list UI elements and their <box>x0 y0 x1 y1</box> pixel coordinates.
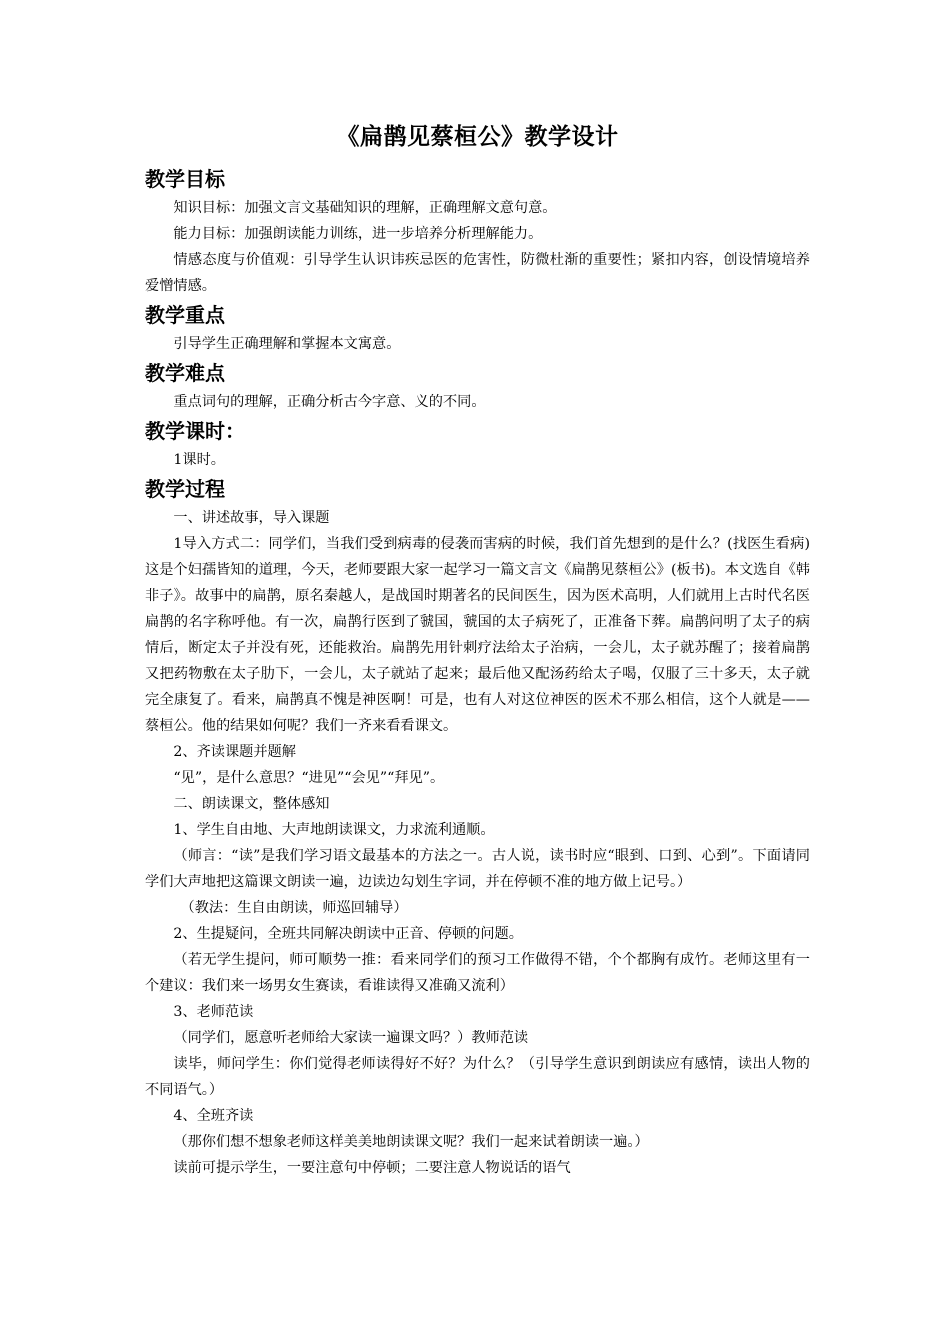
document-page <box>145 118 810 1181</box>
process-step2-note: （若无学生提问，师可顺势一推：看来同学们的预习工作做得不错，个个都胸有成竹。老师这里有一个建议：我们来一场男女生赛读，看谁读得又准确又流利） <box>145 952 810 994</box>
process-step2: 2、生提疑问，全班共同解决朗读中正音、停顿的问题。 <box>173 926 523 942</box>
process-step3-note: （同学们，愿意听老师给大家读一遍课文吗？）教师范读 <box>173 1030 529 1046</box>
heading-hours: 教学课时： <box>145 419 245 443</box>
process-step3-followup: 读毕，师问学生：你们觉得老师读得好不好？为什么？（引导学生意识到朗读应有感情，读出人物的不同语气。） <box>145 1056 810 1098</box>
heading-objectives: 教学目标 <box>145 167 225 191</box>
process-part1-step2-question: “见”，是什么意思？“进见”“会见”“拜见”。 <box>173 770 445 786</box>
process-step1-method: （教法：生自由朗读，师巡回辅导） <box>180 900 408 916</box>
process-step4: 4、全班齐读 <box>173 1108 254 1124</box>
objective-knowledge: 知识目标：加强文言文基础知识的理解，正确理解文意句意。 <box>173 200 557 216</box>
process-part2-title: 二、朗读课文，整体感知 <box>173 796 330 812</box>
process-step3: 3、老师范读 <box>173 1004 254 1020</box>
document-title: 《扁鹊见蔡桓公》教学设计 <box>336 123 619 150</box>
process-part1-title: 一、讲述故事，导入课题 <box>173 510 330 526</box>
heading-process: 教学过程 <box>145 477 225 501</box>
process-step1: 1、学生自由地、大声地朗读课文，力求流利通顺。 <box>173 822 495 838</box>
difficulties-text: 重点词句的理解，正确分析古今字意、义的不同。 <box>173 394 486 410</box>
process-part1-step2: 2、齐读课题并题解 <box>173 744 296 760</box>
process-step1-note: （师言：“读”是我们学习语文最基本的方法之一。古人说，读书时应“眼到、口到、心到”。下面请同学们大声地把这篇课文朗读一遍，边读边勾划生字词，并在停顿不准的地方做上记号。） <box>145 848 810 890</box>
process-step4-tip: 读前可提示学生，一要注意句中停顿；二要注意人物说话的语气 <box>173 1160 571 1176</box>
heading-key-points: 教学重点 <box>145 303 225 327</box>
key-points-text: 引导学生正确理解和掌握本文寓意。 <box>173 336 401 352</box>
objective-emotion: 情感态度与价值观：引导学生认识讳疾忌医的危害性，防微杜渐的重要性；紧扣内容，创设情境培养爱憎情感。 <box>145 252 810 294</box>
process-part1-intro: 1导入方式二：同学们，当我们受到病毒的侵袭而害病的时候，我们首先想到的是什么？(找医生看病)这是个妇孺皆知的道理，今天，老师要跟大家一起学习一篇文言文《扁鹊见蔡桓公》(板书)。本文选自《韩非子》。故事中的扁鹊，原名秦越人，是战国时期著名的民间医生，因为医术高明，人们就用上古时代名医扁鹊的名字称呼他。有一次，扁鹊行医到了虢国，虢国的太子病死了，正准备下葬。扁鹊问明了太子的病情后，断定太子并没有死，还能救治。扁鹊先用针刺疗法给太子治病，一会儿，太子就苏醒了；接着扁鹊又把药物敷在太子肋下，一会儿，太子就站了起来；最后他又配汤药给太子喝，仅服了三十多天，太子就完全康复了。看来，扁鹊真不愧是神医啊！可是，也有人对这位神医的医术不那么相信，这个人就是——蔡桓公。他的结果如何呢？我们一齐来看看课文。 <box>145 536 810 734</box>
heading-difficulties: 教学难点 <box>145 361 225 385</box>
hours-text: 1课时。 <box>173 452 225 468</box>
objective-ability: 能力目标：加强朗读能力训练，进一步培养分析理解能力。 <box>173 226 543 242</box>
process-step4-note: （那你们想不想象老师这样美美地朗读课文呢？我们一起来试着朗读一遍。） <box>173 1134 649 1150</box>
